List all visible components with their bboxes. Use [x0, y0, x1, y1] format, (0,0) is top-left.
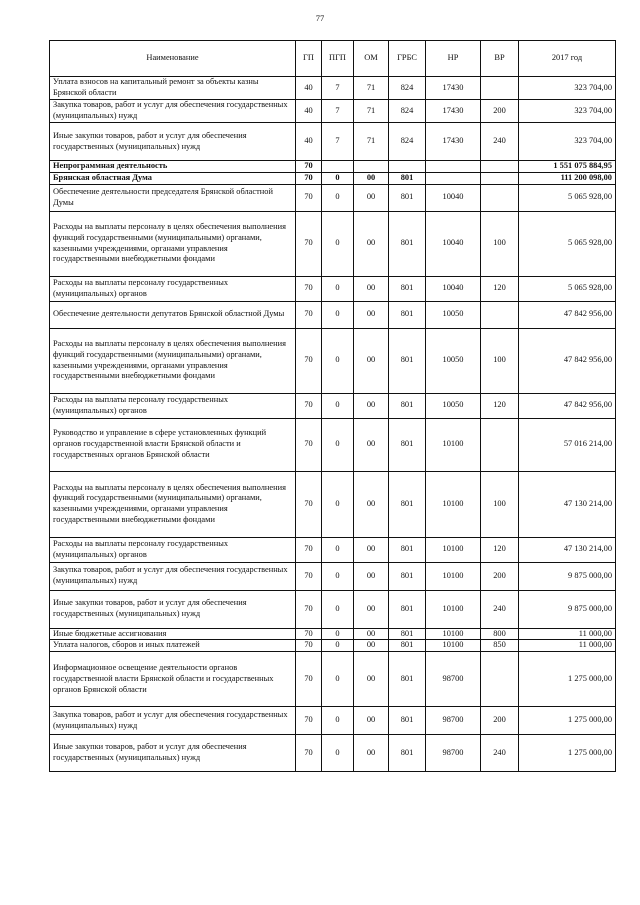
row-grbs-cell: [389, 161, 426, 173]
row-nr-cell: 17430: [426, 77, 481, 100]
row-amount-cell: 9 875 000,00: [519, 562, 616, 590]
row-name-cell: Обеспечение деятельности депутатов Брянской областной Думы: [50, 301, 296, 328]
row-gp-cell: 40: [296, 123, 322, 161]
row-gp-cell: 40: [296, 100, 322, 123]
row-om-cell: 00: [354, 628, 389, 640]
row-amount-cell: 1 275 000,00: [519, 652, 616, 707]
row-vr-cell: 850: [481, 640, 519, 652]
row-grbs-cell: 801: [389, 172, 426, 184]
row-om-cell: 00: [354, 172, 389, 184]
row-amount-cell: 5 065 928,00: [519, 276, 616, 301]
row-name-cell: Брянская областная Дума: [50, 172, 296, 184]
row-om-cell: 00: [354, 211, 389, 276]
row-nr-cell: 10100: [426, 471, 481, 537]
row-grbs-cell: 801: [389, 537, 426, 562]
row-gp-cell: 70: [296, 590, 322, 628]
budget-table: [49, 40, 616, 772]
row-name-cell: Расходы на выплаты персоналу государственных (муниципальных) органов: [50, 393, 296, 418]
row-nr-cell: 10100: [426, 628, 481, 640]
row-name-cell: Руководство и управление в сфере установленных функций органов государственной власти Брянской области и государственных органов Брянской области: [50, 418, 296, 471]
row-name-cell: Иные закупки товаров, работ и услуг для обеспечения государственных (муниципальных) нужд: [50, 123, 296, 161]
row-gp-cell: 40: [296, 77, 322, 100]
row-nr-cell: 10100: [426, 418, 481, 471]
table-row: [50, 707, 616, 735]
row-grbs-cell: 801: [389, 652, 426, 707]
row-grbs-cell: 801: [389, 328, 426, 393]
row-pgp-cell: 0: [322, 418, 354, 471]
row-amount-cell: 323 704,00: [519, 77, 616, 100]
row-amount-cell: 1 275 000,00: [519, 707, 616, 735]
row-grbs-cell: 824: [389, 123, 426, 161]
row-amount-cell: 1 551 075 884,95: [519, 161, 616, 173]
row-pgp-cell: 0: [322, 301, 354, 328]
row-vr-cell: 100: [481, 471, 519, 537]
table-row: [50, 735, 616, 772]
row-grbs-cell: 801: [389, 471, 426, 537]
col-header-grbs: ГРБС: [389, 41, 426, 77]
row-vr-cell: [481, 301, 519, 328]
row-om-cell: 00: [354, 418, 389, 471]
row-pgp-cell: 0: [322, 328, 354, 393]
row-om-cell: 00: [354, 301, 389, 328]
row-om-cell: 00: [354, 393, 389, 418]
row-name-cell: Закупка товаров, работ и услуг для обеспечения государственных (муниципальных) нужд: [50, 562, 296, 590]
row-vr-cell: 120: [481, 276, 519, 301]
row-vr-cell: 120: [481, 393, 519, 418]
row-vr-cell: 240: [481, 590, 519, 628]
row-pgp-cell: 7: [322, 77, 354, 100]
row-om-cell: 00: [354, 735, 389, 772]
row-amount-cell: 11 000,00: [519, 640, 616, 652]
row-nr-cell: 10040: [426, 276, 481, 301]
row-vr-cell: 200: [481, 707, 519, 735]
row-nr-cell: 10100: [426, 537, 481, 562]
row-om-cell: 00: [354, 640, 389, 652]
col-header-om: ОМ: [354, 41, 389, 77]
row-nr-cell: 10050: [426, 328, 481, 393]
row-nr-cell: 10100: [426, 590, 481, 628]
row-nr-cell: 10100: [426, 640, 481, 652]
row-vr-cell: [481, 172, 519, 184]
row-pgp-cell: [322, 161, 354, 173]
table-row: [50, 590, 616, 628]
row-pgp-cell: 7: [322, 100, 354, 123]
table-row: [50, 301, 616, 328]
table-row: [50, 328, 616, 393]
row-name-cell: Закупка товаров, работ и услуг для обеспечения государственных (муниципальных) нужд: [50, 707, 296, 735]
table-row: [50, 628, 616, 640]
col-header-nr: НР: [426, 41, 481, 77]
row-pgp-cell: 0: [322, 640, 354, 652]
row-amount-cell: 47 842 956,00: [519, 301, 616, 328]
row-name-cell: Обеспечение деятельности председателя Брянской областной Думы: [50, 184, 296, 211]
row-pgp-cell: 0: [322, 184, 354, 211]
row-om-cell: 00: [354, 590, 389, 628]
row-gp-cell: 70: [296, 211, 322, 276]
row-pgp-cell: 0: [322, 537, 354, 562]
row-gp-cell: 70: [296, 640, 322, 652]
row-grbs-cell: 801: [389, 562, 426, 590]
row-pgp-cell: 7: [322, 123, 354, 161]
row-vr-cell: 120: [481, 537, 519, 562]
row-nr-cell: 98700: [426, 652, 481, 707]
row-pgp-cell: 0: [322, 590, 354, 628]
row-gp-cell: 70: [296, 184, 322, 211]
row-vr-cell: [481, 184, 519, 211]
table-row: [50, 211, 616, 276]
row-nr-cell: [426, 172, 481, 184]
row-name-cell: Уплата взносов на капитальный ремонт за объекты казны Брянской области: [50, 77, 296, 100]
row-amount-cell: 323 704,00: [519, 123, 616, 161]
row-name-cell: Иные закупки товаров, работ и услуг для обеспечения государственных (муниципальных) нужд: [50, 590, 296, 628]
table-row: [50, 640, 616, 652]
row-amount-cell: 5 065 928,00: [519, 184, 616, 211]
row-name-cell: Иные бюджетные ассигнования: [50, 628, 296, 640]
row-name-cell: Расходы на выплаты персоналу в целях обеспечения выполнения функций государственными (муниципальными) органами, казенными учреждениями, органами управления государственными внебюджетными фондами: [50, 471, 296, 537]
col-header-gp: ГП: [296, 41, 322, 77]
row-nr-cell: 10100: [426, 562, 481, 590]
table-row: [50, 537, 616, 562]
table-row: [50, 100, 616, 123]
row-nr-cell: [426, 161, 481, 173]
row-grbs-cell: 824: [389, 100, 426, 123]
row-name-cell: Расходы на выплаты персоналу государственных (муниципальных) органов: [50, 276, 296, 301]
row-nr-cell: 10050: [426, 393, 481, 418]
row-gp-cell: 70: [296, 628, 322, 640]
row-grbs-cell: 801: [389, 640, 426, 652]
table-header-row: [50, 41, 616, 77]
row-om-cell: 00: [354, 537, 389, 562]
row-vr-cell: 100: [481, 211, 519, 276]
row-pgp-cell: 0: [322, 276, 354, 301]
row-gp-cell: 70: [296, 301, 322, 328]
row-om-cell: [354, 161, 389, 173]
row-om-cell: 71: [354, 77, 389, 100]
row-gp-cell: 70: [296, 707, 322, 735]
row-amount-cell: 47 130 214,00: [519, 537, 616, 562]
row-nr-cell: 98700: [426, 735, 481, 772]
row-vr-cell: 200: [481, 100, 519, 123]
col-header-name: Наименование: [50, 41, 296, 77]
row-amount-cell: 47 130 214,00: [519, 471, 616, 537]
row-vr-cell: 200: [481, 562, 519, 590]
row-om-cell: 00: [354, 184, 389, 211]
table-row: [50, 123, 616, 161]
row-nr-cell: 10040: [426, 184, 481, 211]
row-grbs-cell: 801: [389, 707, 426, 735]
row-om-cell: 00: [354, 652, 389, 707]
row-om-cell: 00: [354, 276, 389, 301]
row-pgp-cell: 0: [322, 652, 354, 707]
col-header-vr: ВР: [481, 41, 519, 77]
row-amount-cell: 111 200 098,00: [519, 172, 616, 184]
row-vr-cell: 800: [481, 628, 519, 640]
row-gp-cell: 70: [296, 393, 322, 418]
row-nr-cell: 10040: [426, 211, 481, 276]
row-grbs-cell: 801: [389, 628, 426, 640]
row-name-cell: Расходы на выплаты персоналу в целях обеспечения выполнения функций государственными (муниципальными) органами, казенными учреждениями, органами управления государственными внебюджетными фондами: [50, 211, 296, 276]
row-vr-cell: [481, 418, 519, 471]
col-header-amount: 2017 год: [519, 41, 616, 77]
row-amount-cell: 9 875 000,00: [519, 590, 616, 628]
row-pgp-cell: 0: [322, 393, 354, 418]
row-grbs-cell: 801: [389, 735, 426, 772]
row-gp-cell: 70: [296, 418, 322, 471]
col-header-pgp: ПГП: [322, 41, 354, 77]
row-amount-cell: 47 842 956,00: [519, 328, 616, 393]
row-amount-cell: 57 016 214,00: [519, 418, 616, 471]
table-row: [50, 562, 616, 590]
row-om-cell: 00: [354, 328, 389, 393]
row-vr-cell: [481, 161, 519, 173]
row-nr-cell: 10050: [426, 301, 481, 328]
row-pgp-cell: 0: [322, 471, 354, 537]
row-om-cell: 00: [354, 562, 389, 590]
row-gp-cell: 70: [296, 172, 322, 184]
row-gp-cell: 70: [296, 652, 322, 707]
row-nr-cell: 17430: [426, 100, 481, 123]
table-row: [50, 77, 616, 100]
row-om-cell: 71: [354, 123, 389, 161]
row-gp-cell: 70: [296, 276, 322, 301]
row-amount-cell: 47 842 956,00: [519, 393, 616, 418]
row-grbs-cell: 801: [389, 590, 426, 628]
row-gp-cell: 70: [296, 562, 322, 590]
table-row: [50, 393, 616, 418]
row-gp-cell: 70: [296, 537, 322, 562]
table-row: [50, 418, 616, 471]
row-vr-cell: [481, 652, 519, 707]
row-grbs-cell: 801: [389, 301, 426, 328]
row-vr-cell: 240: [481, 123, 519, 161]
row-amount-cell: 5 065 928,00: [519, 211, 616, 276]
table-row: [50, 184, 616, 211]
table-row: [50, 471, 616, 537]
row-grbs-cell: 801: [389, 184, 426, 211]
row-pgp-cell: 0: [322, 172, 354, 184]
row-vr-cell: 240: [481, 735, 519, 772]
table-row: [50, 276, 616, 301]
row-gp-cell: 70: [296, 735, 322, 772]
row-pgp-cell: 0: [322, 707, 354, 735]
row-grbs-cell: 824: [389, 77, 426, 100]
page-number: 77: [315, 13, 325, 23]
row-pgp-cell: 0: [322, 628, 354, 640]
row-grbs-cell: 801: [389, 418, 426, 471]
table-row: [50, 172, 616, 184]
row-nr-cell: 17430: [426, 123, 481, 161]
row-gp-cell: 70: [296, 328, 322, 393]
row-grbs-cell: 801: [389, 276, 426, 301]
row-nr-cell: 98700: [426, 707, 481, 735]
row-gp-cell: 70: [296, 471, 322, 537]
row-pgp-cell: 0: [322, 735, 354, 772]
row-grbs-cell: 801: [389, 211, 426, 276]
row-grbs-cell: 801: [389, 393, 426, 418]
row-om-cell: 71: [354, 100, 389, 123]
row-pgp-cell: 0: [322, 211, 354, 276]
row-om-cell: 00: [354, 707, 389, 735]
table-row: [50, 161, 616, 173]
row-gp-cell: 70: [296, 161, 322, 173]
row-name-cell: Уплата налогов, сборов и иных платежей: [50, 640, 296, 652]
row-name-cell: Иные закупки товаров, работ и услуг для обеспечения государственных (муниципальных) нужд: [50, 735, 296, 772]
row-name-cell: Непрограммная деятельность: [50, 161, 296, 173]
row-amount-cell: 11 000,00: [519, 628, 616, 640]
table-row: [50, 652, 616, 707]
row-om-cell: 00: [354, 471, 389, 537]
row-vr-cell: [481, 77, 519, 100]
row-vr-cell: 100: [481, 328, 519, 393]
row-name-cell: Информационное освещение деятельности органов государственной власти Брянской области и государственных органов Брянской области: [50, 652, 296, 707]
row-name-cell: Расходы на выплаты персоналу государственных (муниципальных) органов: [50, 537, 296, 562]
row-amount-cell: 323 704,00: [519, 100, 616, 123]
row-pgp-cell: 0: [322, 562, 354, 590]
row-name-cell: Закупка товаров, работ и услуг для обеспечения государственных (муниципальных) нужд: [50, 100, 296, 123]
row-name-cell: Расходы на выплаты персоналу в целях обеспечения выполнения функций государственными (муниципальными) органами, казенными учреждениями, органами управления государственными внебюджетными фондами: [50, 328, 296, 393]
row-amount-cell: 1 275 000,00: [519, 735, 616, 772]
